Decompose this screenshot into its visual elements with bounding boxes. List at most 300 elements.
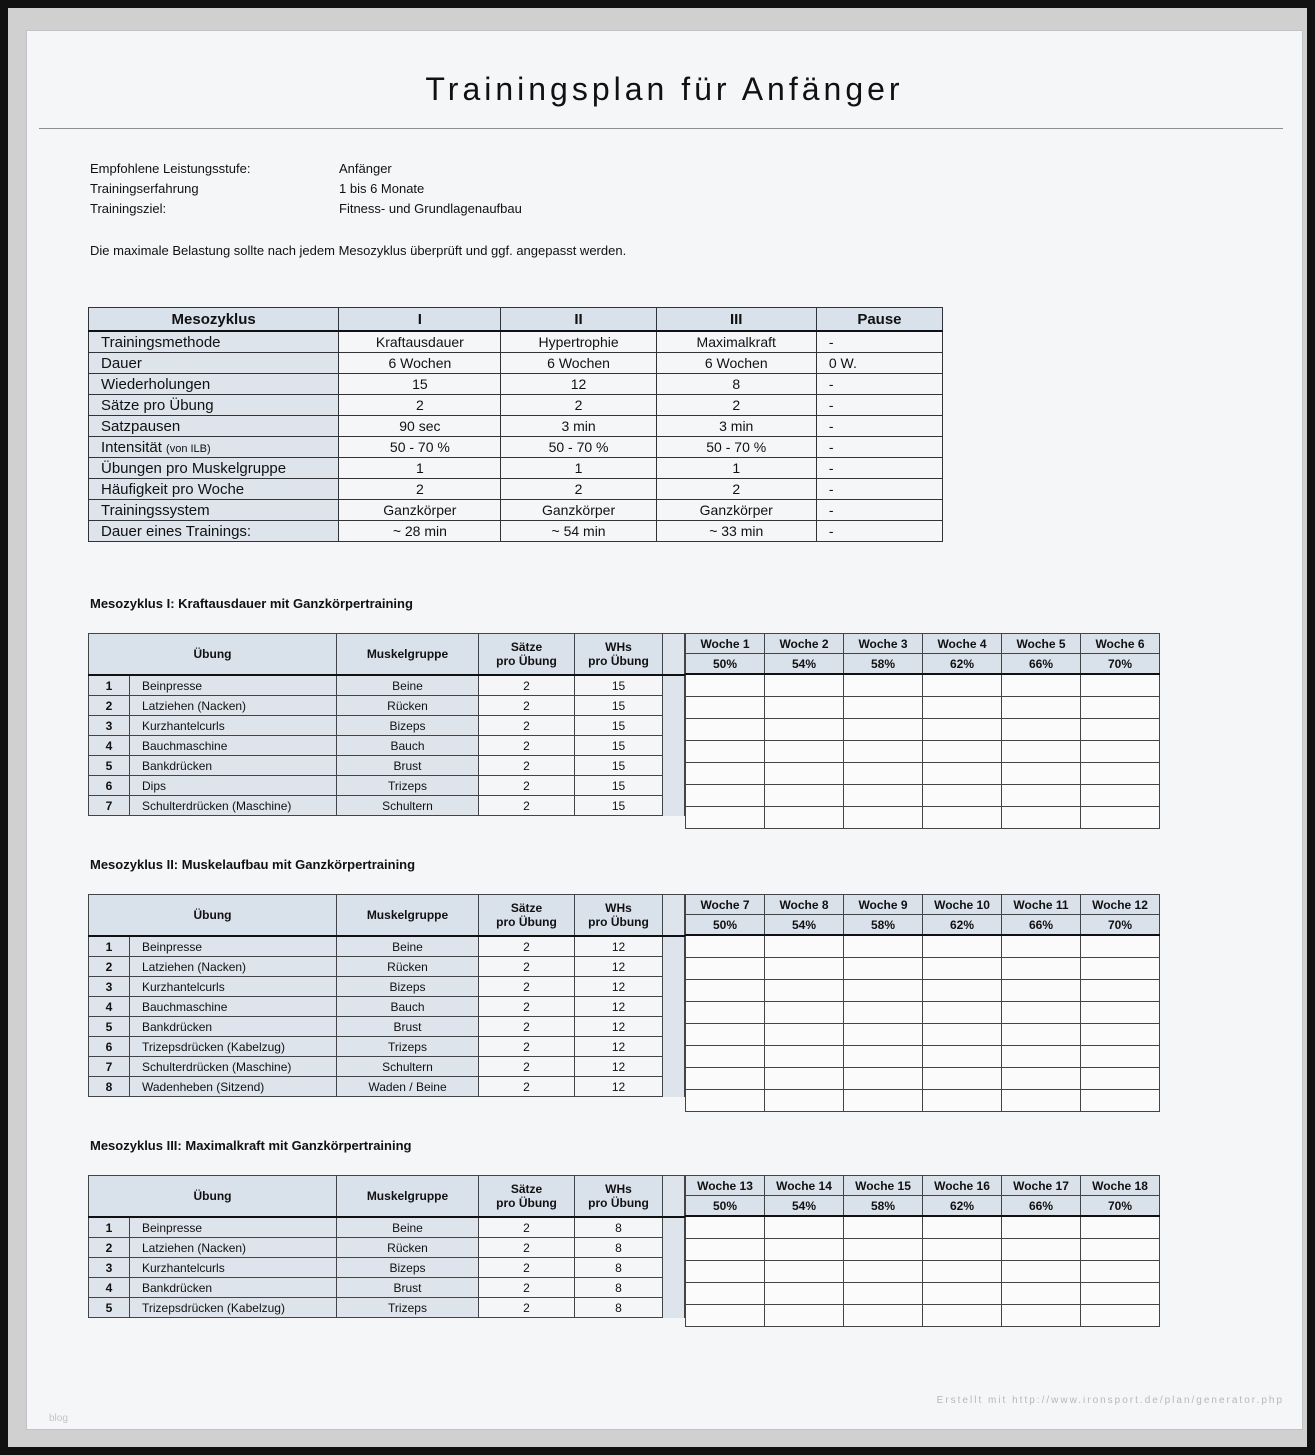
week-log-cell[interactable] — [765, 763, 844, 785]
col-header-reps-line2: pro Übung — [588, 915, 649, 929]
overview-cell: - — [816, 479, 942, 500]
week-log-cell[interactable] — [844, 1305, 923, 1327]
exercise-sets: 2 — [479, 1037, 575, 1057]
week-log-cell[interactable] — [923, 1046, 1002, 1068]
overview-header: II — [501, 308, 656, 332]
week-log-cell[interactable] — [1002, 1239, 1081, 1261]
info-label-goal: Trainingsziel: — [90, 201, 167, 216]
week-log-cell[interactable] — [686, 1261, 765, 1283]
overview-cell: 6 Wochen — [339, 353, 501, 374]
week-log-cell[interactable] — [686, 807, 765, 829]
week-log-cell[interactable] — [923, 1261, 1002, 1283]
exercise-muscle: Schultern — [337, 1057, 479, 1077]
week-log-cell[interactable] — [844, 674, 923, 697]
week-log-cell[interactable] — [1081, 935, 1160, 958]
exercise-reps: 12 — [575, 1017, 663, 1037]
overview-cell: - — [816, 416, 942, 437]
exercise-muscle: Schultern — [337, 796, 479, 816]
overview-row — [89, 331, 943, 353]
exercise-number: 3 — [89, 716, 130, 736]
overview-table — [88, 307, 943, 542]
week-log-cell[interactable] — [765, 1002, 844, 1024]
exercise-sets: 2 — [479, 796, 575, 816]
overview-cell: 1 — [501, 458, 656, 479]
week-log-cell[interactable] — [765, 980, 844, 1002]
week-log-row — [686, 935, 1160, 958]
week-log-cell[interactable] — [686, 1046, 765, 1068]
exercise-muscle: Bizeps — [337, 977, 479, 997]
exercise-reps: 15 — [575, 696, 663, 716]
overview-cell: Ganzkörper — [501, 500, 656, 521]
exercise-reps: 12 — [575, 997, 663, 1017]
week-log-cell[interactable] — [1081, 719, 1160, 741]
exercise-sets: 2 — [479, 957, 575, 977]
overview-cell: ~ 54 min — [501, 521, 656, 542]
week-log-cell[interactable] — [844, 1068, 923, 1090]
overview-row-label-text: Trainingsmethode — [101, 333, 221, 351]
week-log-cell[interactable] — [923, 719, 1002, 741]
week-log-cell[interactable] — [765, 958, 844, 980]
exercise-name: Bauchmaschine — [130, 736, 337, 756]
gap-column — [663, 634, 685, 676]
week-log-cell[interactable] — [923, 1239, 1002, 1261]
week-log-cell[interactable] — [686, 1024, 765, 1046]
week-log-cell[interactable] — [686, 1216, 765, 1239]
overview-row-label-text: Wiederholungen — [101, 375, 211, 393]
exercise-table — [88, 1175, 685, 1318]
week-log-cell[interactable] — [686, 697, 765, 719]
week-log-row — [686, 785, 1160, 807]
gap-cell — [663, 736, 685, 756]
week-log-cell[interactable] — [686, 980, 765, 1002]
overview-row — [89, 416, 943, 437]
week-header: Woche 12 — [1081, 895, 1160, 915]
gap-cell — [663, 675, 685, 696]
overview-header: Mesozyklus — [89, 308, 339, 332]
week-log-cell[interactable] — [1081, 1024, 1160, 1046]
overview-cell: 3 min — [501, 416, 656, 437]
week-log-cell[interactable] — [1002, 1283, 1081, 1305]
intensity-percent: 66% — [1002, 654, 1081, 675]
overview-cell: 3 min — [656, 416, 816, 437]
week-header: Woche 16 — [923, 1176, 1002, 1196]
intensity-percent: 50% — [686, 654, 765, 675]
exercise-name: Latziehen (Nacken) — [130, 957, 337, 977]
week-log-cell[interactable] — [923, 1002, 1002, 1024]
week-log-cell[interactable] — [1002, 674, 1081, 697]
overview-header: I — [339, 308, 501, 332]
week-log-cell[interactable] — [844, 958, 923, 980]
week-log-cell[interactable] — [1002, 958, 1081, 980]
overview-cell: 2 — [656, 395, 816, 416]
week-log-cell[interactable] — [765, 1024, 844, 1046]
table-row — [89, 1238, 685, 1258]
cycle-1-title: Mesozyklus I: Kraftausdauer mit Ganzkörpertraining — [90, 596, 413, 611]
week-log-cell[interactable] — [1081, 1002, 1160, 1024]
exercise-name: Schulterdrücken (Maschine) — [130, 1057, 337, 1077]
week-log-cell[interactable] — [1081, 741, 1160, 763]
exercise-sets: 2 — [479, 1258, 575, 1278]
exercise-sets: 2 — [479, 696, 575, 716]
exercise-number: 3 — [89, 1258, 130, 1278]
intensity-percent: 50% — [686, 915, 765, 936]
col-header-exercise — [89, 1176, 337, 1218]
overview-cell: 90 sec — [339, 416, 501, 437]
intensity-percent: 66% — [1002, 1196, 1081, 1217]
exercise-number: 1 — [89, 936, 130, 957]
week-header: Woche 13 — [686, 1176, 765, 1196]
week-log-cell[interactable] — [1002, 1216, 1081, 1239]
week-log-cell[interactable] — [1002, 741, 1081, 763]
week-log-cell[interactable] — [686, 1305, 765, 1327]
table-row — [89, 675, 685, 696]
week-log-cell[interactable] — [844, 807, 923, 829]
exercise-number: 2 — [89, 1238, 130, 1258]
exercise-name: Beinpresse — [130, 936, 337, 957]
week-log-cell[interactable] — [686, 674, 765, 697]
exercise-number: 4 — [89, 736, 130, 756]
exercise-muscle: Trizeps — [337, 1037, 479, 1057]
week-log-cell[interactable] — [923, 1068, 1002, 1090]
week-log-cell[interactable] — [844, 1046, 923, 1068]
info-label-experience: Trainingserfahrung — [90, 181, 199, 196]
overview-row-label — [89, 331, 339, 353]
exercise-name: Kurzhantelcurls — [130, 977, 337, 997]
week-log-cell[interactable] — [686, 935, 765, 958]
exercise-number: 7 — [89, 1057, 130, 1077]
info-label-level: Empfohlene Leistungsstufe: — [90, 161, 251, 176]
intensity-percent: 62% — [923, 915, 1002, 936]
week-log-cell[interactable] — [923, 1305, 1002, 1327]
week-log-cell[interactable] — [1081, 785, 1160, 807]
exercise-sets: 2 — [479, 1278, 575, 1298]
week-log-row — [686, 741, 1160, 763]
week-log-cell[interactable] — [765, 935, 844, 958]
week-log-cell[interactable] — [765, 674, 844, 697]
week-log-cell[interactable] — [1081, 1046, 1160, 1068]
week-log-cell[interactable] — [923, 1283, 1002, 1305]
week-log-cell[interactable] — [1081, 1239, 1160, 1261]
intensity-percent: 70% — [1081, 654, 1160, 675]
exercise-muscle: Beine — [337, 675, 479, 696]
exercise-muscle: Brust — [337, 1017, 479, 1037]
exercise-number: 8 — [89, 1077, 130, 1097]
week-log-cell[interactable] — [686, 741, 765, 763]
week-log-row — [686, 1283, 1160, 1305]
week-log-cell[interactable] — [765, 1090, 844, 1112]
week-log-cell[interactable] — [686, 958, 765, 980]
exercise-number: 6 — [89, 776, 130, 796]
week-log-cell[interactable] — [686, 1090, 765, 1112]
exercise-name: Bankdrücken — [130, 1017, 337, 1037]
exercise-name: Trizepsdrücken (Kabelzug) — [130, 1298, 337, 1318]
info-value-goal: Fitness- und Grundlagenaufbau — [339, 201, 522, 216]
exercise-reps: 15 — [575, 675, 663, 696]
exercise-sets: 2 — [479, 1057, 575, 1077]
week-log-cell[interactable] — [686, 1002, 765, 1024]
document-sheet — [26, 30, 1303, 1430]
exercise-name: Latziehen (Nacken) — [130, 696, 337, 716]
intensity-percent: 54% — [765, 915, 844, 936]
col-header-muscle — [337, 895, 479, 937]
exercise-reps: 8 — [575, 1238, 663, 1258]
week-log-cell[interactable] — [765, 1216, 844, 1239]
week-log-cell[interactable] — [1081, 958, 1160, 980]
table-row — [89, 716, 685, 736]
overview-row-label — [89, 500, 339, 521]
week-header: Woche 7 — [686, 895, 765, 915]
week-log-cell[interactable] — [1081, 763, 1160, 785]
week-log-cell[interactable] — [1002, 807, 1081, 829]
week-log-cell[interactable] — [923, 785, 1002, 807]
week-log-cell[interactable] — [923, 1024, 1002, 1046]
table-row — [89, 1057, 685, 1077]
week-log-cell[interactable] — [765, 1046, 844, 1068]
week-log-cell[interactable] — [844, 935, 923, 958]
gap-cell — [663, 756, 685, 776]
week-log-cell[interactable] — [765, 807, 844, 829]
exercise-table — [88, 633, 685, 816]
exercise-reps: 15 — [575, 776, 663, 796]
week-log-cell[interactable] — [1081, 980, 1160, 1002]
week-log-cell[interactable] — [844, 763, 923, 785]
overview-row-label-text: Sätze pro Übung — [101, 396, 214, 414]
exercise-name: Latziehen (Nacken) — [130, 1238, 337, 1258]
week-log-cell[interactable] — [923, 958, 1002, 980]
week-log-cell[interactable] — [844, 697, 923, 719]
week-log-cell[interactable] — [1081, 1216, 1160, 1239]
week-log-cell[interactable] — [1002, 697, 1081, 719]
week-log-cell[interactable] — [844, 785, 923, 807]
col-header-sets-line1: Sätze — [510, 1182, 543, 1196]
week-log-cell[interactable] — [765, 1261, 844, 1283]
exercise-muscle: Rücken — [337, 696, 479, 716]
week-log-cell[interactable] — [1081, 1305, 1160, 1327]
title-divider — [39, 128, 1283, 129]
week-log-cell[interactable] — [1081, 697, 1160, 719]
week-log-cell[interactable] — [1081, 1261, 1160, 1283]
week-log-row — [686, 1002, 1160, 1024]
overview-cell: 2 — [339, 395, 501, 416]
overview-cell: 8 — [656, 374, 816, 395]
week-header: Woche 18 — [1081, 1176, 1160, 1196]
week-log-cell[interactable] — [1002, 935, 1081, 958]
overview-row — [89, 353, 943, 374]
exercise-muscle: Bauch — [337, 997, 479, 1017]
week-log-cell[interactable] — [1002, 1261, 1081, 1283]
gap-cell — [663, 696, 685, 716]
col-header-exercise-text: Übung — [193, 647, 232, 661]
week-log-cell[interactable] — [923, 697, 1002, 719]
exercise-muscle: Beine — [337, 1217, 479, 1238]
overview-cell: Ganzkörper — [339, 500, 501, 521]
week-log-row — [686, 807, 1160, 829]
week-header: Woche 14 — [765, 1176, 844, 1196]
exercise-reps: 15 — [575, 716, 663, 736]
week-log-cell[interactable] — [1002, 719, 1081, 741]
week-log-cell[interactable] — [686, 763, 765, 785]
exercise-muscle: Trizeps — [337, 776, 479, 796]
overview-cell: 2 — [656, 479, 816, 500]
gap-cell — [663, 1077, 685, 1097]
week-log-cell[interactable] — [1081, 674, 1160, 697]
intensity-percent: 70% — [1081, 915, 1160, 936]
week-log-cell[interactable] — [765, 697, 844, 719]
week-log-cell[interactable] — [1002, 1090, 1081, 1112]
exercise-muscle: Brust — [337, 1278, 479, 1298]
week-log-cell[interactable] — [765, 719, 844, 741]
week-log-cell[interactable] — [1081, 1283, 1160, 1305]
week-log-cell[interactable] — [1081, 1068, 1160, 1090]
overview-row-label — [89, 353, 339, 374]
table-row — [89, 997, 685, 1017]
overview-cell: 6 Wochen — [656, 353, 816, 374]
week-log-cell[interactable] — [1081, 1090, 1160, 1112]
week-log-cell[interactable] — [765, 785, 844, 807]
col-header-reps — [575, 634, 663, 676]
week-header: Woche 15 — [844, 1176, 923, 1196]
gap-cell — [663, 1298, 685, 1318]
exercise-name: Trizepsdrücken (Kabelzug) — [130, 1037, 337, 1057]
page-frame — [8, 8, 1307, 1447]
exercise-muscle: Bizeps — [337, 716, 479, 736]
exercise-name: Schulterdrücken (Maschine) — [130, 796, 337, 816]
intensity-percent: 54% — [765, 1196, 844, 1217]
week-log-cell[interactable] — [923, 935, 1002, 958]
intensity-percent: 50% — [686, 1196, 765, 1217]
exercise-number: 5 — [89, 1298, 130, 1318]
week-log-cell[interactable] — [686, 785, 765, 807]
week-log-cell[interactable] — [686, 719, 765, 741]
exercise-sets: 2 — [479, 1238, 575, 1258]
exercise-number: 2 — [89, 957, 130, 977]
week-log-row — [686, 697, 1160, 719]
table-row — [89, 957, 685, 977]
exercise-muscle: Bizeps — [337, 1258, 479, 1278]
table-row — [89, 936, 685, 957]
week-log-cell[interactable] — [923, 807, 1002, 829]
week-log-cell[interactable] — [844, 1239, 923, 1261]
week-log-cell[interactable] — [923, 763, 1002, 785]
overview-row-label-text: Satzpausen — [101, 417, 181, 435]
overview-row-label-text: Dauer eines Trainings: — [101, 522, 252, 540]
table-row — [89, 1077, 685, 1097]
overview-cell: - — [816, 458, 942, 479]
week-log-cell[interactable] — [1002, 1002, 1081, 1024]
overview-cell: 15 — [339, 374, 501, 395]
week-log-cell[interactable] — [844, 719, 923, 741]
week-log-cell[interactable] — [844, 1283, 923, 1305]
intensity-percent: 58% — [844, 915, 923, 936]
week-log-cell[interactable] — [1002, 1068, 1081, 1090]
week-log-cell[interactable] — [1002, 763, 1081, 785]
week-log-cell[interactable] — [686, 1239, 765, 1261]
overview-row-label — [89, 416, 339, 437]
col-header-sets-line2: pro Übung — [496, 915, 557, 929]
intensity-percent: 54% — [765, 654, 844, 675]
week-log-cell[interactable] — [844, 1002, 923, 1024]
gap-cell — [663, 977, 685, 997]
week-log-cell[interactable] — [765, 1305, 844, 1327]
week-header: Woche 2 — [765, 634, 844, 654]
col-header-sets — [479, 1176, 575, 1218]
week-log-cell[interactable] — [1002, 1305, 1081, 1327]
overview-cell: 0 W. — [816, 353, 942, 374]
overview-cell: 50 - 70 % — [656, 437, 816, 458]
exercise-name: Kurzhantelcurls — [130, 716, 337, 736]
week-log-cell[interactable] — [765, 1239, 844, 1261]
week-log-cell[interactable] — [923, 1216, 1002, 1239]
overview-row — [89, 479, 943, 500]
week-log-cell[interactable] — [765, 741, 844, 763]
week-log-cell[interactable] — [765, 1283, 844, 1305]
week-log-cell[interactable] — [765, 1068, 844, 1090]
week-log-cell[interactable] — [1081, 807, 1160, 829]
week-log-cell[interactable] — [844, 1024, 923, 1046]
exercise-reps: 12 — [575, 957, 663, 977]
week-log-cell[interactable] — [1002, 980, 1081, 1002]
week-log-cell[interactable] — [923, 1090, 1002, 1112]
col-header-exercise — [89, 895, 337, 937]
week-log-cell[interactable] — [1002, 1024, 1081, 1046]
exercise-sets: 2 — [479, 736, 575, 756]
week-log-cell[interactable] — [844, 980, 923, 1002]
table-row — [89, 977, 685, 997]
exercise-muscle: Bauch — [337, 736, 479, 756]
overview-cell: 1 — [656, 458, 816, 479]
col-header-sets-line1: Sätze — [510, 640, 543, 654]
overview-row-label — [89, 395, 339, 416]
week-log-row — [686, 980, 1160, 1002]
col-header-reps — [575, 895, 663, 937]
week-log-cell[interactable] — [844, 1216, 923, 1239]
week-log-cell[interactable] — [1002, 785, 1081, 807]
week-log-row — [686, 958, 1160, 980]
overview-row — [89, 395, 943, 416]
exercise-name: Beinpresse — [130, 675, 337, 696]
overview-cell: - — [816, 521, 942, 542]
overview-row — [89, 437, 943, 458]
week-log-cell[interactable] — [686, 1283, 765, 1305]
week-log-cell[interactable] — [686, 1068, 765, 1090]
table-row — [89, 1217, 685, 1238]
exercise-sets: 2 — [479, 776, 575, 796]
col-header-muscle-text: Muskelgruppe — [366, 1189, 449, 1203]
overview-cell: Ganzkörper — [656, 500, 816, 521]
overview-header: III — [656, 308, 816, 332]
col-header-reps — [575, 1176, 663, 1218]
week-log-cell[interactable] — [923, 980, 1002, 1002]
col-header-reps-line1: WHs — [605, 901, 632, 915]
week-log-cell[interactable] — [844, 741, 923, 763]
gap-cell — [663, 1217, 685, 1238]
week-log-cell[interactable] — [844, 1090, 923, 1112]
col-header-sets-line1: Sätze — [510, 901, 543, 915]
week-log-cell[interactable] — [844, 1261, 923, 1283]
exercise-number: 7 — [89, 796, 130, 816]
col-header-exercise-text: Übung — [193, 908, 232, 922]
week-log-cell[interactable] — [923, 674, 1002, 697]
week-log-cell[interactable] — [1002, 1046, 1081, 1068]
table-row — [89, 796, 685, 816]
week-log-table — [685, 633, 1160, 829]
overview-row-label — [89, 458, 339, 479]
week-log-cell[interactable] — [923, 741, 1002, 763]
gap-cell — [663, 1238, 685, 1258]
exercise-sets: 2 — [479, 675, 575, 696]
col-header-reps-line1: WHs — [605, 640, 632, 654]
week-log-row — [686, 1239, 1160, 1261]
